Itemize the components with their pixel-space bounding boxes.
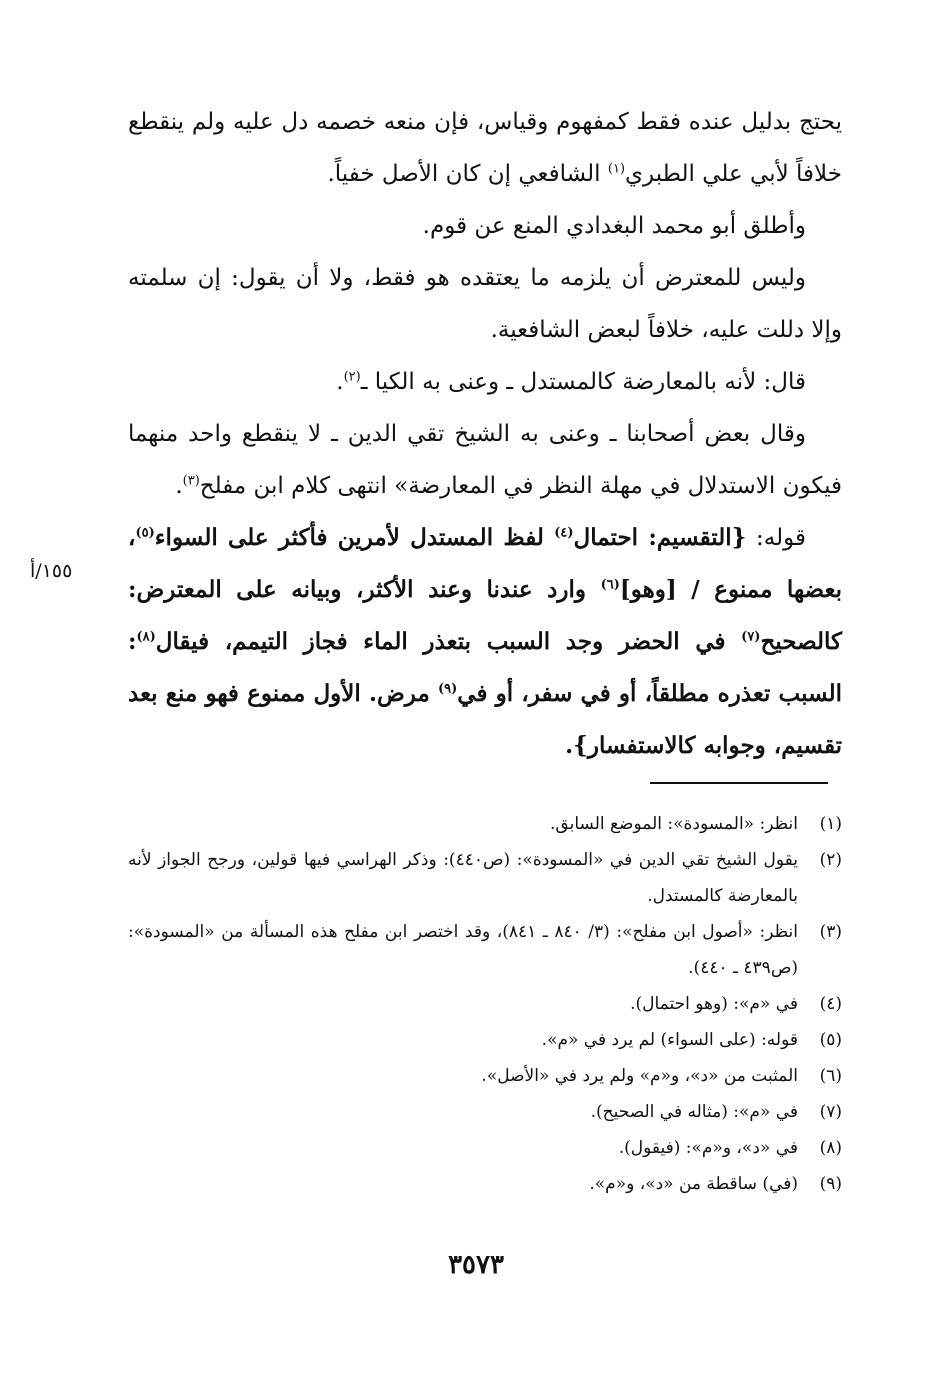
footnote-number: (٩) bbox=[819, 1174, 842, 1194]
footnote-number: (٢) bbox=[819, 850, 842, 870]
quoted-text-part: وارد عندنا وعند الأكثر، وبيانه على المعترض: كالصحيح bbox=[128, 576, 842, 655]
main-text bbox=[128, 96, 842, 772]
footnote-text: (في) ساقطة من «د»، و«م». bbox=[589, 1174, 798, 1194]
paragraph-4 bbox=[128, 356, 842, 408]
footnote-item bbox=[128, 1130, 842, 1166]
paragraph-6-lead: قوله: bbox=[746, 525, 806, 551]
footnote-separator bbox=[650, 782, 828, 784]
footnote-item bbox=[128, 1058, 842, 1094]
footnote-ref-1[interactable]: (١) bbox=[607, 161, 626, 177]
paragraph-1-text: يحتج بدليل عنده فقط كمفهوم وقياس، فإن منعه خصمه دل عليه ولم ينقطع خلافاً لأبي علي الطبري bbox=[128, 109, 842, 187]
footnote-item bbox=[128, 986, 842, 1022]
footnote-ref-8[interactable]: (٨) bbox=[136, 629, 156, 645]
footnote-ref-7[interactable]: (٧) bbox=[741, 629, 761, 645]
quoted-text-part: : السبب تعذره مطلقاً، أو في سفر، أو في bbox=[128, 628, 842, 707]
paragraph-4-text: قال: لأنه بالمعارضة كالمستدل ـ وعنى به الكيا ـ bbox=[360, 369, 806, 395]
footnote-text: في «م»: (مثاله في الصحيح). bbox=[590, 1102, 798, 1122]
paragraph-5-text: وقال بعض أصحابنا ـ وعنى به الشيخ تقي الدين ـ لا ينقطع واحد منهما فيكون الاستدلال في مهلة النظر في المعارضة» انتهى كلام ابن مفلح bbox=[128, 421, 842, 499]
paragraph-2: وأطلق أبو محمد البغدادي المنع عن قوم. bbox=[422, 213, 806, 239]
footnote-ref-6[interactable]: (٦) bbox=[600, 577, 620, 593]
footnote-text: في «م»: (وهو احتمال). bbox=[630, 994, 798, 1014]
quoted-text-part: مرض. الأول ممنوع فهو منع بعد تقسيم، وجوابه كالاستفسار}. bbox=[128, 680, 842, 759]
footnote-number: (٤) bbox=[819, 994, 842, 1014]
footnote-item bbox=[128, 842, 842, 914]
footnote-number: (٥) bbox=[819, 1030, 842, 1050]
paragraph-1 bbox=[128, 96, 842, 200]
paragraph-3: وليس للمعترض أن يلزمه ما يعتقده هو فقط، ولا أن يقول: إن سلمته وإلا دللت عليه، خلافاً لبعض الشافعية. bbox=[128, 265, 842, 343]
quoted-text-part: ، بعضها ممنوع / [وهو] bbox=[128, 524, 842, 603]
quoted-text-part: {التقسيم: احتمال bbox=[573, 524, 747, 551]
footnote-item bbox=[128, 1166, 842, 1202]
footnotes-section bbox=[128, 806, 842, 1202]
page-number: ٣٥٧٣ bbox=[448, 1250, 504, 1280]
paragraph-1-text-end: الشافعي إن كان الأصل خفياً. bbox=[327, 161, 608, 187]
paragraph-5-text-end: . bbox=[175, 473, 183, 499]
footnote-text: المثبت من «د»، و«م» ولم يرد في «الأصل». bbox=[481, 1066, 798, 1086]
footnote-item bbox=[128, 914, 842, 986]
footnote-item bbox=[128, 806, 842, 842]
quoted-text bbox=[128, 524, 842, 759]
manuscript-folio-marker: ١٥٥/أ bbox=[30, 560, 73, 582]
footnote-number: (٧) bbox=[819, 1102, 842, 1122]
footnote-ref-5[interactable]: (٥) bbox=[135, 525, 155, 541]
footnote-item bbox=[128, 1022, 842, 1058]
footnote-number: (٦) bbox=[819, 1066, 842, 1086]
paragraph-4-text-end: . bbox=[336, 369, 344, 395]
footnote-ref-9[interactable]: (٩) bbox=[438, 681, 458, 697]
footnote-text: انظر: «أصول ابن مفلح»: (٣/ ٨٤٠ ـ ٨٤١)، وقد اختصر ابن مفلح هذه المسألة من «المسودة»: (ص٤٣٩ ـ ٤٤٠). bbox=[128, 922, 798, 978]
footnote-text: يقول الشيخ تقي الدين في «المسودة»: (ص٤٤٠): وذكر الهراسي فيها قولين، ورجح الجواز لأنه بالمعارضة كالمستدل. bbox=[128, 850, 798, 906]
quoted-text-part: في الحضر وجد السبب بتعذر الماء فجاز التيمم، فيقال bbox=[155, 628, 742, 655]
paragraph-5 bbox=[128, 408, 842, 512]
quoted-text-part: لفظ المستدل لأمرين فأكثر على السواء bbox=[154, 524, 555, 551]
footnote-ref-3[interactable]: (٣) bbox=[182, 473, 200, 489]
footnote-text: انظر: «المسودة»: الموضع السابق. bbox=[550, 814, 798, 834]
footnote-item bbox=[128, 1094, 842, 1130]
paragraph-6 bbox=[128, 512, 842, 772]
footnote-ref-4[interactable]: (٤) bbox=[554, 525, 574, 541]
footnote-text: في «د»، و«م»: (فيقول). bbox=[618, 1138, 798, 1158]
footnote-number: (٨) bbox=[819, 1138, 842, 1158]
footnote-number: (٣) bbox=[819, 922, 842, 942]
footnote-number: (١) bbox=[819, 814, 842, 834]
footnote-ref-2[interactable]: (٢) bbox=[343, 369, 361, 385]
footnote-text: قوله: (على السواء) لم يرد في «م». bbox=[541, 1030, 798, 1050]
